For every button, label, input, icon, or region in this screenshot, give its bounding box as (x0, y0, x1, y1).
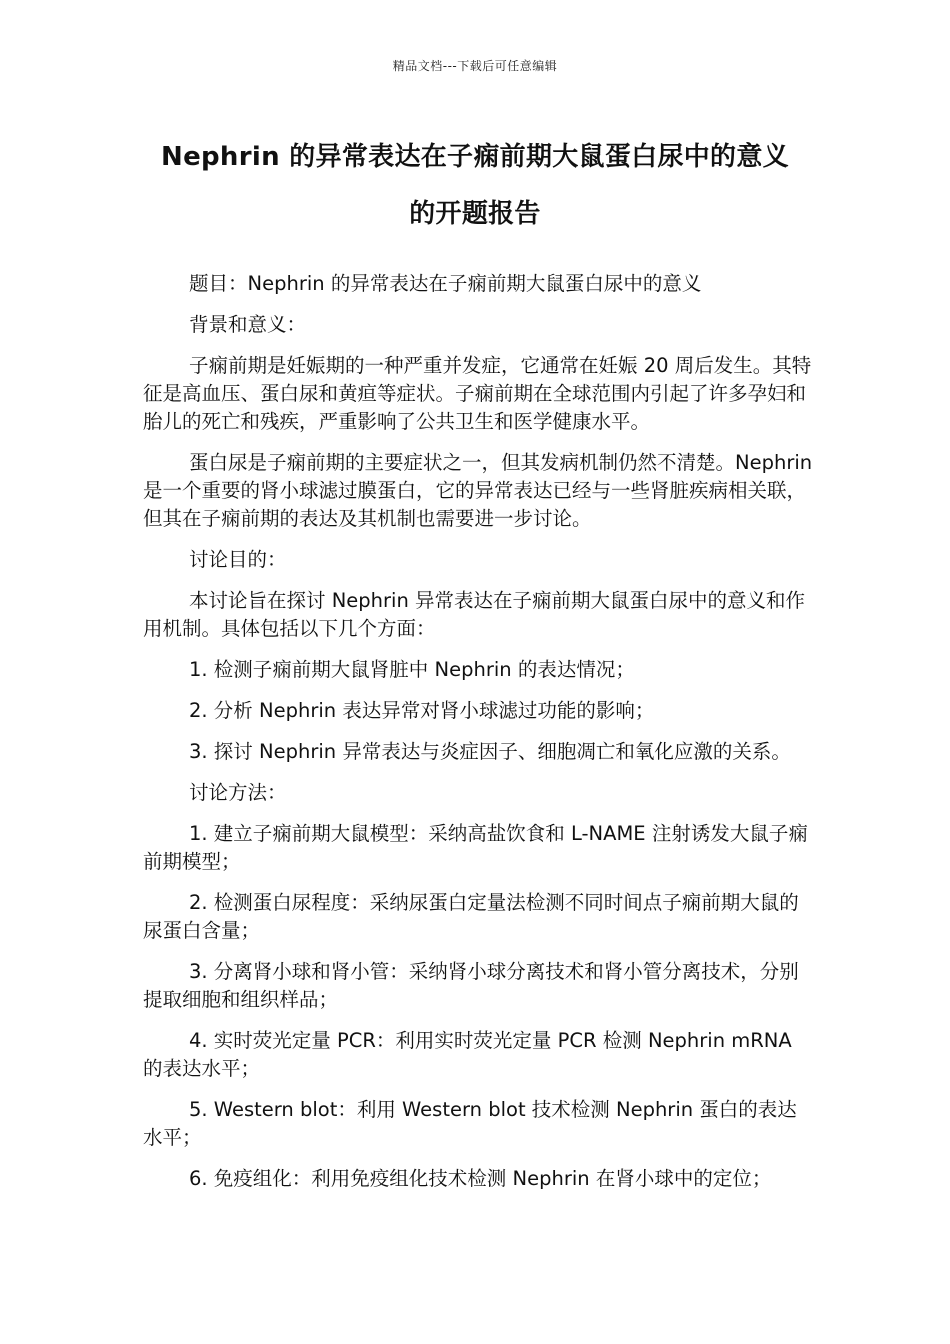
document-title-line-2: 的开题报告 (409, 199, 541, 229)
purpose-item-3: 3. 探讨 Nephrin 异常表达与炎症因子、细胞凋亡和氧化应激的关系。 (189, 740, 791, 763)
header-note: 精品文档---下载后可任意编辑 (392, 59, 558, 73)
section-heading-methods: 讨论方法： (189, 781, 287, 804)
section-heading-background: 背景和意义： (189, 313, 307, 336)
method-item-5: 5. Western blot：利用 Western blot 技术检测 Nephrin 蛋白的表达水平； (143, 1098, 797, 1149)
background-paragraph-2: 蛋白尿是子痫前期的主要症状之一，但其发病机制仍然不清楚。Nephrin 是一个重要的肾小球滤过膜蛋白，它的异常表达已经与一些肾脏疾病相关联，但其在子痫前期的表达及其机制也需要进一步讨论。 (143, 451, 813, 530)
method-item-2: 2. 检测蛋白尿程度：采纳尿蛋白定量法检测不同时间点子痫前期大鼠的尿蛋白含量； (143, 891, 799, 942)
method-item-1: 1. 建立子痫前期大鼠模型：采纳高盐饮食和 L-NAME 注射诱发大鼠子痫前期模型； (143, 822, 808, 873)
background-paragraph-1: 子痫前期是妊娠期的一种严重并发症，它通常在妊娠 20 周后发生。其特征是高血压、蛋白尿和黄疸等症状。子痫前期在全球范围内引起了许多孕妇和胎儿的死亡和残疾，严重影响了公共卫生和医学健康水平。 (143, 354, 812, 433)
purpose-item-1: 1. 检测子痫前期大鼠肾脏中 Nephrin 的表达情况； (189, 658, 635, 681)
document-title-line-1: Nephrin 的异常表达在子痫前期大鼠蛋白尿中的意义 (161, 142, 789, 172)
purpose-item-2: 2. 分析 Nephrin 表达异常对肾小球滤过功能的影响； (189, 699, 655, 722)
section-heading-purpose: 讨论目的： (189, 548, 287, 571)
purpose-paragraph: 本讨论旨在探讨 Nephrin 异常表达在子痫前期大鼠蛋白尿中的意义和作用机制。具体包括以下几个方面： (143, 589, 806, 640)
method-item-6: 6. 免疫组化：利用免疫组化技术检测 Nephrin 在肾小球中的定位； (189, 1167, 772, 1190)
method-item-4: 4. 实时荧光定量 PCR：利用实时荧光定量 PCR 检测 Nephrin mRNA 的表达水平； (143, 1029, 792, 1080)
topic-paragraph: 题目：Nephrin 的异常表达在子痫前期大鼠蛋白尿中的意义 (189, 272, 702, 295)
document-body (143, 270, 813, 1206)
method-item-3: 3. 分离肾小球和肾小管：采纳肾小球分离技术和肾小管分离技术，分别提取细胞和组织样品； (143, 960, 799, 1011)
